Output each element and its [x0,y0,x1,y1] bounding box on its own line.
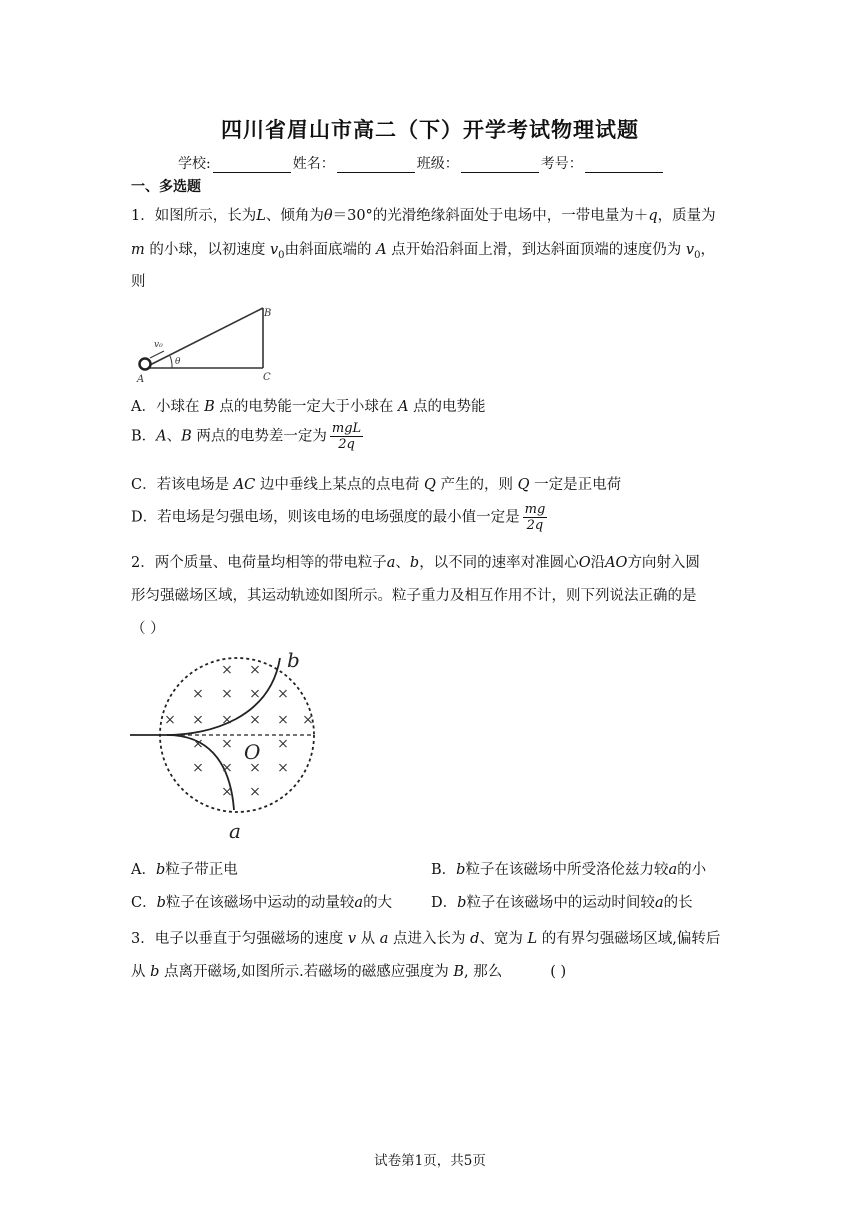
svg-text:×: × [192,686,204,702]
q2-magnetic-field-figure [130,648,320,843]
school-label: 学校: [178,156,211,172]
svg-text:×: × [192,736,204,752]
class-blank[interactable] [461,158,539,173]
q1-line3: 则 [131,274,146,290]
q1-line1: 1．如图所示，长为L、倾角为θ＝30°的光滑绝缘斜面处于电场中，一带电量为＋q，质量为 [131,208,716,224]
q1-line2: m 的小球，以初速度 $v_0$由斜面底端的 A 点开始沿斜面上滑，到达斜面顶端的速度仍为 $v_0$， [131,242,715,261]
q1-option-d[interactable]: D．若电场是匀强电场，则该电场的电场强度的最小值一定是 $\frac{mg}{2q}$ [131,502,546,533]
svg-text:×: × [164,712,176,728]
svg-text:×: × [277,712,289,728]
svg-text:×: × [302,712,314,728]
q2-option-a[interactable]: A．b粒子带正电 [131,862,238,878]
label-C: C [263,372,271,383]
page-title: 四川省眉山市高二（下）开学考试物理试题 [221,118,639,142]
svg-text:×: × [221,736,233,752]
fraction-mg-2q: $\frac{mg}{2q}$ [524,502,546,533]
svg-text:×: × [192,712,204,728]
velocity-arrow [150,351,164,358]
svg-text:×: × [221,760,233,776]
student-info-line [178,153,665,173]
svg-text:×: × [221,662,233,678]
svg-text:×: × [221,686,233,702]
svg-text:×: × [277,760,289,776]
incline-slope [144,308,263,368]
label-theta: θ [175,357,181,367]
svg-text:×: × [249,712,261,728]
class-label: 班级： [416,156,459,172]
name-blank[interactable] [337,158,415,173]
school-blank[interactable] [213,158,291,173]
q1-option-a[interactable]: A．小球在 B 点的电势能一定大于小球在 A 点的电势能 [131,399,486,415]
q2-option-b[interactable]: B．b粒子在该磁场中所受洛伦兹力较a的小 [431,862,707,878]
svg-text:×: × [249,662,261,678]
label-B: B [264,308,272,319]
svg-text:×: × [221,712,233,728]
label-A: A [137,374,145,384]
q2-line1: 2．两个质量、电荷量均相等的带电粒子a、b，以不同的速率对准圆心O沿AO方向射入圆 [131,555,700,571]
q1-option-c[interactable]: C．若该电场是 AC 边中垂线上某点的点电荷 Q 产生的，则 Q 一定是正电荷 [131,477,622,493]
number-blank[interactable] [585,158,663,173]
page-footer: 试卷第1页，共5页 [374,1153,486,1169]
label-O: O [244,740,261,764]
q3-line1: 3．电子以垂直于匀强磁场的速度 v 从 a 点进入长为 d、宽为 L 的有界匀强磁场区域,偏转后 [131,931,721,947]
q3-line2: 从 b 点离开磁场,如图所示.若磁场的磁感应强度为 B, 那么 ( ) [131,964,567,980]
svg-text:×: × [249,760,261,776]
q1-incline-figure [132,298,282,384]
number-label: 考号： [540,156,583,172]
q1-option-b[interactable]: B．A、B 两点的电势差一定为 $\frac{\text{mgL}}{2q}$ [131,421,362,452]
svg-text:×: × [192,760,204,776]
svg-text:×: × [221,784,233,800]
label-a: a [229,819,241,843]
name-label: 姓名： [292,156,335,172]
q2-option-d[interactable]: D．b粒子在该磁场中的运动时间较a的长 [431,895,693,911]
ball [140,359,151,370]
q2-option-c[interactable]: C．b粒子在该磁场中运动的动量较a的大 [131,895,393,911]
section-heading: 一、多选题 [131,179,201,195]
theta-arc [170,356,172,368]
fraction-mgl-2q: $\frac{\text{mgL}}{2q}$ [331,421,362,452]
q2-line2: 形匀强磁场区域，其运动轨迹如图所示。粒子重力及相互作用不计，则下列说法正确的是 [131,588,697,604]
q2-line3: （ ） [131,621,165,637]
svg-text:×: × [249,784,261,800]
svg-text:×: × [249,686,261,702]
field-crosses [164,662,314,800]
svg-text:×: × [277,736,289,752]
label-b: b [287,648,300,672]
label-v0: v₀ [154,340,163,350]
svg-text:×: × [277,686,289,702]
